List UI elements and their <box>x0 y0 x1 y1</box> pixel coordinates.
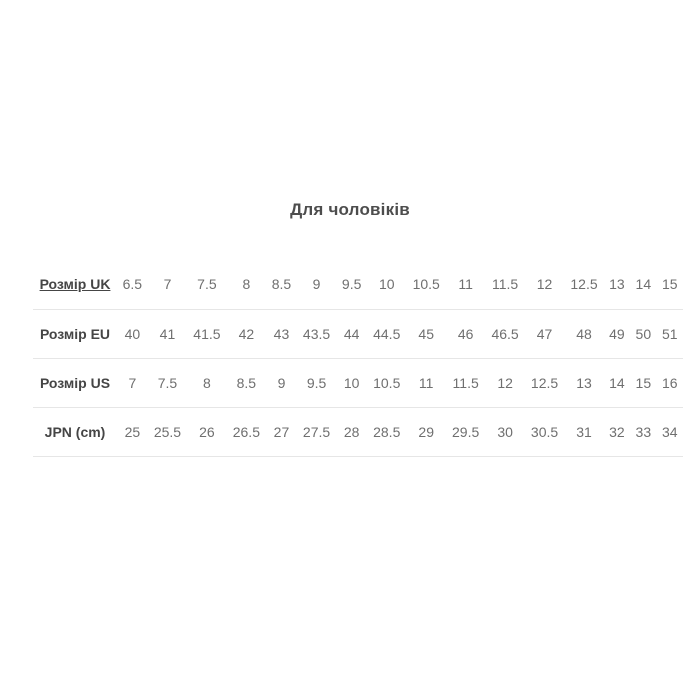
size-cell-uk-14: 14 <box>635 276 652 293</box>
size-cell-jpn-7: 28.5 <box>373 423 401 440</box>
size-cell-us-8: 11 <box>418 374 434 391</box>
size-cell-eu-15: 51 <box>661 325 678 342</box>
size-cell-us-3: 8.5 <box>236 374 257 391</box>
size-cell-jpn-14: 33 <box>635 423 652 440</box>
size-cell-uk-11: 12 <box>536 276 553 293</box>
size-cell-uk-13: 13 <box>609 276 625 293</box>
size-cell-us-12: 13 <box>576 374 592 391</box>
size-cell-jpn-4: 27 <box>273 423 290 440</box>
size-cell-uk-2: 7.5 <box>197 276 217 293</box>
size-cell-us-11: 12.5 <box>530 374 559 391</box>
size-cell-uk-4: 8.5 <box>271 276 292 293</box>
size-cell-eu-3: 42 <box>238 325 255 342</box>
size-cell-jpn-5: 27.5 <box>302 423 331 440</box>
size-cell-eu-11: 47 <box>536 325 553 342</box>
row-label-us: Розмір US <box>39 374 111 391</box>
size-cell-eu-10: 46.5 <box>491 325 519 342</box>
size-cell-us-6: 10 <box>343 374 360 391</box>
size-cell-us-15: 16 <box>661 374 678 391</box>
size-cell-uk-9: 11 <box>458 276 473 293</box>
size-cell-jpn-2: 26 <box>199 423 215 440</box>
size-cell-us-4: 9 <box>277 374 286 391</box>
row-label-eu: Розмір EU <box>39 325 111 342</box>
size-cell-eu-14: 50 <box>635 325 652 342</box>
size-cell-us-14: 15 <box>635 374 652 391</box>
size-cell-jpn-6: 28 <box>343 423 360 440</box>
size-cell-uk-0: 6.5 <box>122 276 143 293</box>
size-cell-uk-7: 10 <box>378 276 395 293</box>
size-cell-jpn-10: 30 <box>497 423 513 440</box>
size-cell-jpn-0: 25 <box>124 423 141 440</box>
row-label-jpn: JPN (cm) <box>44 423 106 440</box>
size-cell-jpn-3: 26.5 <box>232 423 260 440</box>
size-cell-eu-13: 49 <box>609 325 625 342</box>
size-cell-us-5: 9.5 <box>306 374 327 391</box>
size-cell-us-1: 7.5 <box>157 374 178 391</box>
table-row-us <box>33 358 683 407</box>
size-cell-uk-12: 12.5 <box>570 276 598 293</box>
page-title: Для чоловіків <box>290 200 410 219</box>
size-cell-us-9: 11.5 <box>452 374 479 391</box>
size-cell-jpn-9: 29.5 <box>452 423 480 440</box>
size-cell-jpn-8: 29 <box>418 423 434 440</box>
size-cell-uk-5: 9 <box>312 276 321 293</box>
table-row-jpn <box>33 407 683 456</box>
size-cell-eu-6: 44 <box>343 325 360 342</box>
size-cell-jpn-12: 31 <box>576 423 592 440</box>
size-cell-uk-1: 7 <box>163 276 172 293</box>
size-cell-jpn-15: 34 <box>661 423 678 440</box>
size-cell-jpn-11: 30.5 <box>530 423 559 440</box>
size-chart-table <box>33 260 683 457</box>
size-cell-uk-6: 9.5 <box>341 276 362 293</box>
size-cell-uk-10: 11.5 <box>491 276 519 293</box>
size-cell-eu-2: 41.5 <box>193 325 221 342</box>
table-row-uk <box>33 260 683 309</box>
size-cell-uk-3: 8 <box>242 276 251 293</box>
size-cell-jpn-13: 32 <box>609 423 625 440</box>
size-cell-us-13: 14 <box>609 374 625 391</box>
size-cell-jpn-1: 25.5 <box>153 423 182 440</box>
size-cell-us-2: 8 <box>203 374 211 391</box>
row-label-uk[interactable]: Розмір UK <box>39 276 111 293</box>
size-cell-us-10: 12 <box>497 374 513 391</box>
size-cell-eu-7: 44.5 <box>373 325 401 342</box>
size-cell-eu-1: 41 <box>159 325 176 342</box>
size-cell-eu-12: 48 <box>576 325 592 342</box>
size-cell-eu-4: 43 <box>273 325 290 342</box>
table-row-eu <box>33 309 683 358</box>
size-cell-eu-5: 43.5 <box>302 325 331 342</box>
size-cell-us-7: 10.5 <box>373 374 401 391</box>
size-cell-eu-9: 46 <box>457 325 474 342</box>
size-cell-uk-15: 15 <box>661 276 678 293</box>
size-cell-uk-8: 10.5 <box>412 276 440 293</box>
size-cell-us-0: 7 <box>128 374 137 391</box>
size-cell-eu-0: 40 <box>124 325 141 342</box>
size-cell-eu-8: 45 <box>418 325 434 342</box>
